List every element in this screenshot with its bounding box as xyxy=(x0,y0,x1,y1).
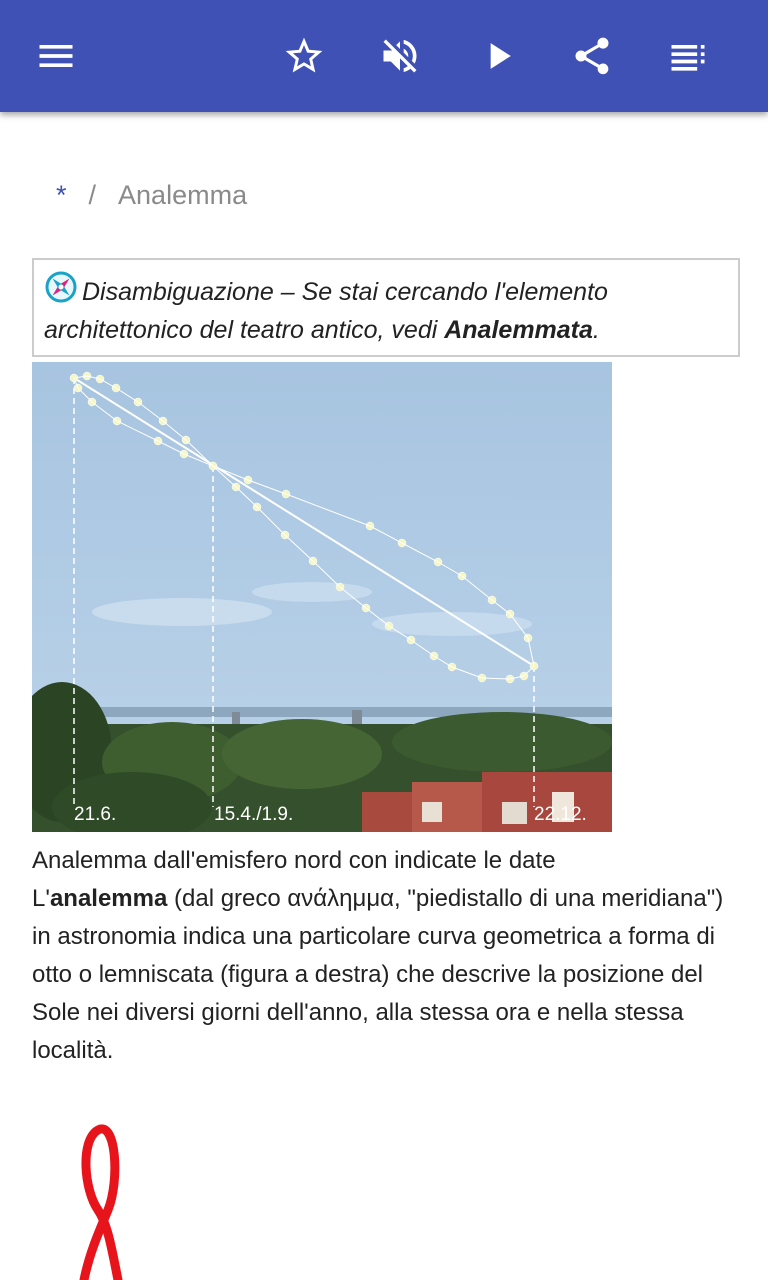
menu-button[interactable] xyxy=(28,28,84,84)
star-outline-icon xyxy=(282,34,326,78)
disambiguation-note xyxy=(32,258,740,357)
favorite-button[interactable] xyxy=(276,28,332,84)
analemma-photo xyxy=(32,362,612,832)
play-button[interactable] xyxy=(470,28,526,84)
app-toolbar xyxy=(0,0,768,112)
paragraph-prefix: L' xyxy=(32,885,50,912)
paragraph-body: (dal greco ανάλημμα, "piedistallo di una meridiana") in astronomia indica una particolare curva geometrica a forma di otto o lemniscata (figura a destra) che descrive la posizione del Sole nei diversi giorni dell'anno, alla stessa ora e nella stessa località. xyxy=(32,885,724,1064)
paragraph-term: analemma xyxy=(49,885,168,912)
disambiguation-lead: Disambiguazione xyxy=(82,278,274,306)
date-label-winter: 22.12. xyxy=(534,804,587,825)
mute-button[interactable] xyxy=(372,28,428,84)
breadcrumb-separator: / xyxy=(88,180,97,210)
share-icon xyxy=(570,34,614,78)
share-button[interactable] xyxy=(564,28,620,84)
date-label-equinox: 15.4./1.9. xyxy=(214,804,294,825)
playlist-button[interactable] xyxy=(660,28,716,84)
playlist-icon xyxy=(666,34,710,78)
article-paragraph xyxy=(32,880,744,1070)
volume-off-icon xyxy=(378,34,422,78)
disambiguation-end: . xyxy=(592,316,600,344)
disambiguation-text: – Se stai cercando l'elemento architettonico del teatro antico, vedi xyxy=(44,278,608,344)
play-icon xyxy=(476,34,520,78)
breadcrumb-root[interactable]: * xyxy=(56,180,67,210)
figure-eight-image xyxy=(60,1110,150,1280)
breadcrumb-current: Analemma xyxy=(118,180,248,210)
disambiguation-link[interactable]: Analemmata xyxy=(444,316,593,344)
date-label-summer: 21.6. xyxy=(74,804,117,825)
photo-caption: Analemma dall'emisfero nord con indicate le date xyxy=(32,847,556,874)
menu-icon xyxy=(34,34,78,78)
compass-icon xyxy=(44,270,78,304)
breadcrumb xyxy=(56,180,247,211)
